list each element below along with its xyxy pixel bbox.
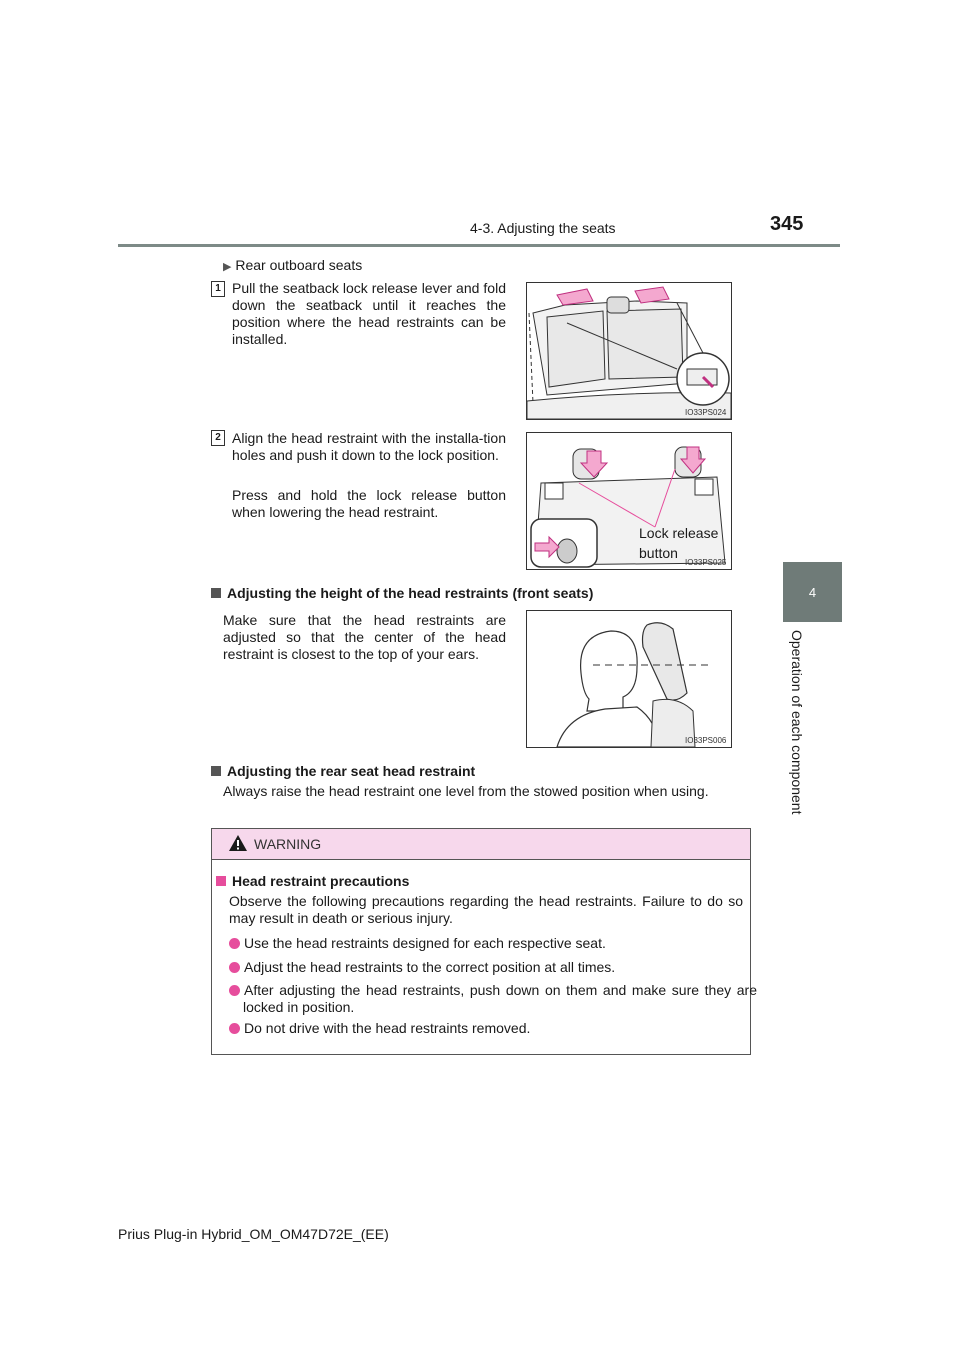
front-height-heading: Adjusting the height of the head restraints (front seats) xyxy=(211,585,593,601)
warning-item: After adjusting the head restraints, push down on them and make sure they are locked in position. xyxy=(229,982,757,1016)
square-bullet-icon xyxy=(216,876,226,886)
rear-adjust-heading: Adjusting the rear seat head restraint xyxy=(211,763,475,779)
chapter-title: Operation of each component xyxy=(789,630,805,815)
figure-code: IO33PS006 xyxy=(685,736,727,745)
bullet-dot-icon xyxy=(229,985,240,996)
chapter-tab xyxy=(783,562,842,622)
square-bullet-icon xyxy=(211,766,221,776)
chapter-title-vertical xyxy=(783,630,813,830)
head-restraint-height-illustration xyxy=(527,611,731,747)
warning-header xyxy=(212,829,750,860)
figure-head-restraint-install xyxy=(526,432,732,570)
figure-head-restraint-height xyxy=(526,610,732,748)
step-2-text: Align the head restraint with the installa-tion holes and push it down to the lock position. xyxy=(232,430,506,463)
warning-item: Do not drive with the head restraints removed. xyxy=(229,1020,743,1037)
warning-item: Adjust the head restraints to the correct position at all times. xyxy=(229,959,743,976)
step-2-subtext: Press and hold the lock release button when lowering the head restraint. xyxy=(232,487,506,520)
footer-document-id: Prius Plug-in Hybrid_OM_OM47D72E_(EE) xyxy=(118,1226,389,1242)
square-bullet-icon xyxy=(211,588,221,598)
bullet-dot-icon xyxy=(229,1023,240,1034)
bullet-dot-icon xyxy=(229,938,240,949)
front-height-text: Make sure that the head restraints are adjusted so that the center of the head restraint is closest to the top of your ears. xyxy=(223,612,506,662)
warning-item: Use the head restraints designed for each respective seat. xyxy=(229,935,743,952)
warning-box xyxy=(211,828,757,1055)
warning-triangle-icon xyxy=(228,834,248,852)
figure-seatback-fold xyxy=(526,282,732,420)
step-number-2: 2 xyxy=(211,430,225,446)
header-divider xyxy=(118,244,840,247)
section-title: 4-3. Adjusting the seats xyxy=(470,220,616,236)
chapter-number: 4 xyxy=(808,584,817,600)
warning-label: WARNING xyxy=(254,836,322,852)
page-number: 345 xyxy=(770,213,804,235)
step-1-text: Pull the seatback lock release lever and fold down the seatback until it reaches the position where the head restraints can be installed. xyxy=(232,280,506,347)
warning-intro: Observe the following precautions regarding the head restraints. Failure to do so may result in death or serious injury. xyxy=(229,893,743,926)
warning-heading: Head restraint precautions xyxy=(216,873,409,889)
rear-adjust-text: Always raise the head restraint one level from the stowed position when using. xyxy=(223,783,709,799)
figure-code: IO33PS024 xyxy=(685,408,727,417)
bullet-dot-icon xyxy=(229,962,240,973)
seatback-fold-illustration xyxy=(527,283,731,419)
step-number-1: 1 xyxy=(211,281,225,297)
lock-release-callout: Lock release button xyxy=(639,525,719,561)
figure-code: IO33PS025 xyxy=(685,558,727,567)
triangle-bullet-icon: ▶ xyxy=(223,261,232,273)
rear-outboard-title: ▶ Rear outboard seats xyxy=(223,257,363,273)
